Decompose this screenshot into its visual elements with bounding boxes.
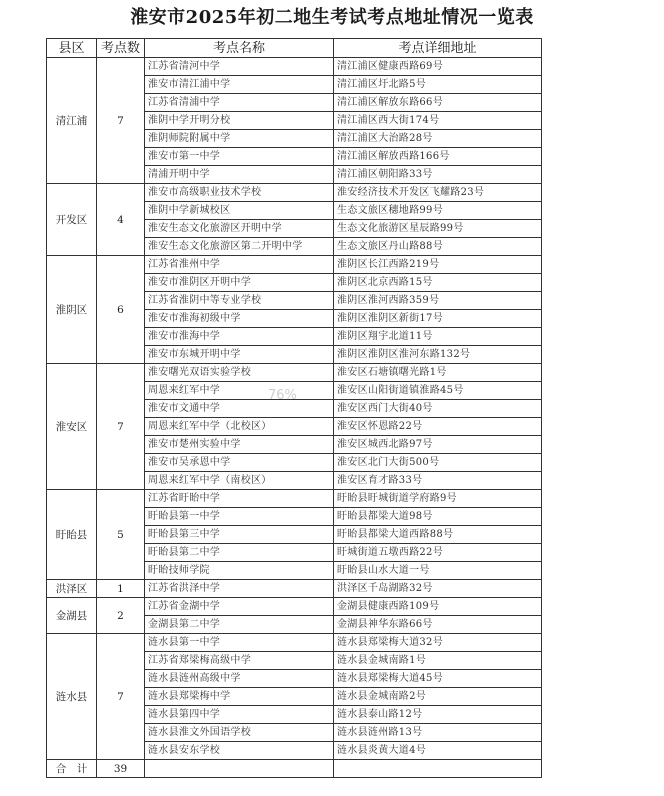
site-name-cell: 淮安曙光双语实验学校 [145,364,334,382]
site-address-cell: 淮安经济技术开发区飞耀路23号 [334,184,542,202]
site-name-cell: 清浦开明中学 [145,166,334,184]
site-address-cell: 清江浦区大治路28号 [334,130,542,148]
header-row [47,39,542,58]
total-row [47,760,542,778]
site-name-cell: 盱眙县第二中学 [145,544,334,562]
site-name-cell: 江苏省清河中学 [145,58,334,76]
site-name-cell: 淮安市东城开明中学 [145,346,334,364]
site-name-cell: 淮安市吴承恩中学 [145,454,334,472]
watermark: 76% [268,388,297,403]
site-name-cell: 涟水县第一中学 [145,634,334,652]
site-name-cell: 江苏省盱眙中学 [145,490,334,508]
site-address-cell: 涟水县郑梁梅大道45号 [334,670,542,688]
header-site-name: 考点名称 [145,39,334,58]
site-address-cell: 洪泽区千岛湖路32号 [334,580,542,598]
site-address-cell: 盱眙县都梁大道98号 [334,508,542,526]
table-row [47,580,542,598]
site-count-cell: 1 [97,580,145,598]
county-cell: 洪泽区 [47,580,97,598]
table-row [47,598,542,616]
site-address-cell: 涟水县涟州路13号 [334,724,542,742]
site-address-cell: 盱眙县都梁大道西路88号 [334,526,542,544]
site-address-cell: 淮安区育才路33号 [334,472,542,490]
site-name-cell: 淮安生态文化旅游区第二开明中学 [145,238,334,256]
empty-cell [334,760,542,778]
site-name-cell: 江苏省淮阴中等专业学校 [145,292,334,310]
table-row [47,364,542,382]
site-name-cell: 周恩来红军中学（北校区） [145,418,334,436]
site-count-cell: 7 [97,634,145,760]
site-name-cell: 淮安市楚州实验中学 [145,436,334,454]
table-row [47,58,542,76]
site-address-cell: 淮安区山阳街道镇淮路45号 [334,382,542,400]
site-address-cell: 盱眙县盱城街道学府路9号 [334,490,542,508]
table-row [47,490,542,508]
site-address-cell: 涟水县炎黄大道4号 [334,742,542,760]
site-address-cell: 金湖县神华东路66号 [334,616,542,634]
site-address-cell: 淮阴区翔宇北道11号 [334,328,542,346]
site-address-cell: 淮安区西门大街40号 [334,400,542,418]
site-address-cell: 清江浦区健康西路69号 [334,58,542,76]
site-address-cell: 淮阴区长江西路219号 [334,256,542,274]
site-address-cell: 盱眙县山水大道一号 [334,562,542,580]
county-cell: 清江浦 [47,58,97,184]
site-name-cell: 江苏省清浦中学 [145,94,334,112]
site-address-cell: 淮安区怀恩路22号 [334,418,542,436]
site-count-cell: 6 [97,256,145,364]
site-name-cell: 盱眙县第一中学 [145,508,334,526]
site-name-cell: 盱眙技师学院 [145,562,334,580]
county-cell: 金湖县 [47,598,97,634]
site-address-cell: 淮阴区淮河西路359号 [334,292,542,310]
site-address-cell: 涟水县金城南路1号 [334,652,542,670]
site-count-cell: 7 [97,58,145,184]
site-count-cell: 7 [97,364,145,490]
header-county: 县区 [47,39,97,58]
site-address-cell: 清江浦区西大街174号 [334,112,542,130]
site-name-cell: 江苏省淮州中学 [145,256,334,274]
site-name-cell: 淮安市淮海中学 [145,328,334,346]
site-count-cell: 4 [97,184,145,256]
site-name-cell: 淮安市清江浦中学 [145,76,334,94]
site-address-cell: 生态文旅区穗地路99号 [334,202,542,220]
header-site-address: 考点详细地址 [334,39,542,58]
site-address-cell: 淮阴区淮阴区新街17号 [334,310,542,328]
county-cell: 淮阴区 [47,256,97,364]
site-address-cell: 淮安区石塘镇曙光路1号 [334,364,542,382]
site-address-cell: 金湖县健康西路109号 [334,598,542,616]
site-address-cell: 涟水县金城南路2号 [334,688,542,706]
site-name-cell: 江苏省洪泽中学 [145,580,334,598]
table-row [47,184,542,202]
site-address-cell: 淮安区城西北路97号 [334,436,542,454]
site-address-cell: 生态文化旅游区星辰路99号 [334,220,542,238]
site-name-cell: 淮安市淮阴区开明中学 [145,274,334,292]
site-name-cell: 金湖县第二中学 [145,616,334,634]
header-count: 考点数 [97,39,145,58]
site-address-cell: 清江浦区解放西路166号 [334,148,542,166]
site-name-cell: 淮阴中学新城校区 [145,202,334,220]
site-address-cell: 涟水县泰山路12号 [334,706,542,724]
site-address-cell: 清江浦区朝阳路33号 [334,166,542,184]
site-name-cell: 淮安市第一中学 [145,148,334,166]
page-title: 淮安市2025年初二地生考试考点地址情况一览表 [130,7,534,28]
site-name-cell: 周恩来红军中学 [145,382,334,400]
site-name-cell: 涟水县涟州高级中学 [145,670,334,688]
site-address-cell: 清江浦区圩北路5号 [334,76,542,94]
county-cell: 涟水县 [47,634,97,760]
county-cell: 淮安区 [47,364,97,490]
site-address-cell: 淮安区北门大街500号 [334,454,542,472]
total-label: 合 计 [47,760,97,778]
site-address-cell: 淮阴区北京西路15号 [334,274,542,292]
site-name-cell: 淮安市文通中学 [145,400,334,418]
site-address-cell: 淮阴区淮阴区淮河东路132号 [334,346,542,364]
site-count-cell: 2 [97,598,145,634]
site-name-cell: 淮安市淮海初级中学 [145,310,334,328]
empty-cell [145,760,334,778]
site-name-cell: 江苏省郑梁梅高级中学 [145,652,334,670]
site-count-cell: 5 [97,490,145,580]
table-row [47,256,542,274]
site-address-cell: 盱城街道五墩西路22号 [334,544,542,562]
site-name-cell: 淮安生态文化旅游区开明中学 [145,220,334,238]
exam-site-table [46,38,542,778]
site-name-cell: 淮阴师院附属中学 [145,130,334,148]
county-cell: 盱眙县 [47,490,97,580]
site-name-cell: 涟水县郑梁梅中学 [145,688,334,706]
site-name-cell: 涟水县第四中学 [145,706,334,724]
site-name-cell: 涟水县淮文外国语学校 [145,724,334,742]
site-name-cell: 周恩来红军中学（南校区） [145,472,334,490]
site-address-cell: 涟水县郑梁梅大道32号 [334,634,542,652]
total-count: 39 [97,760,145,778]
county-cell: 开发区 [47,184,97,256]
site-name-cell: 盱眙县第三中学 [145,526,334,544]
site-name-cell: 淮安市高级职业技术学校 [145,184,334,202]
site-name-cell: 涟水县安东学校 [145,742,334,760]
table-row [47,634,542,652]
site-address-cell: 清江浦区解放东路66号 [334,94,542,112]
site-address-cell: 生态文旅区丹山路88号 [334,238,542,256]
site-name-cell: 淮阴中学开明分校 [145,112,334,130]
site-name-cell: 江苏省金湖中学 [145,598,334,616]
